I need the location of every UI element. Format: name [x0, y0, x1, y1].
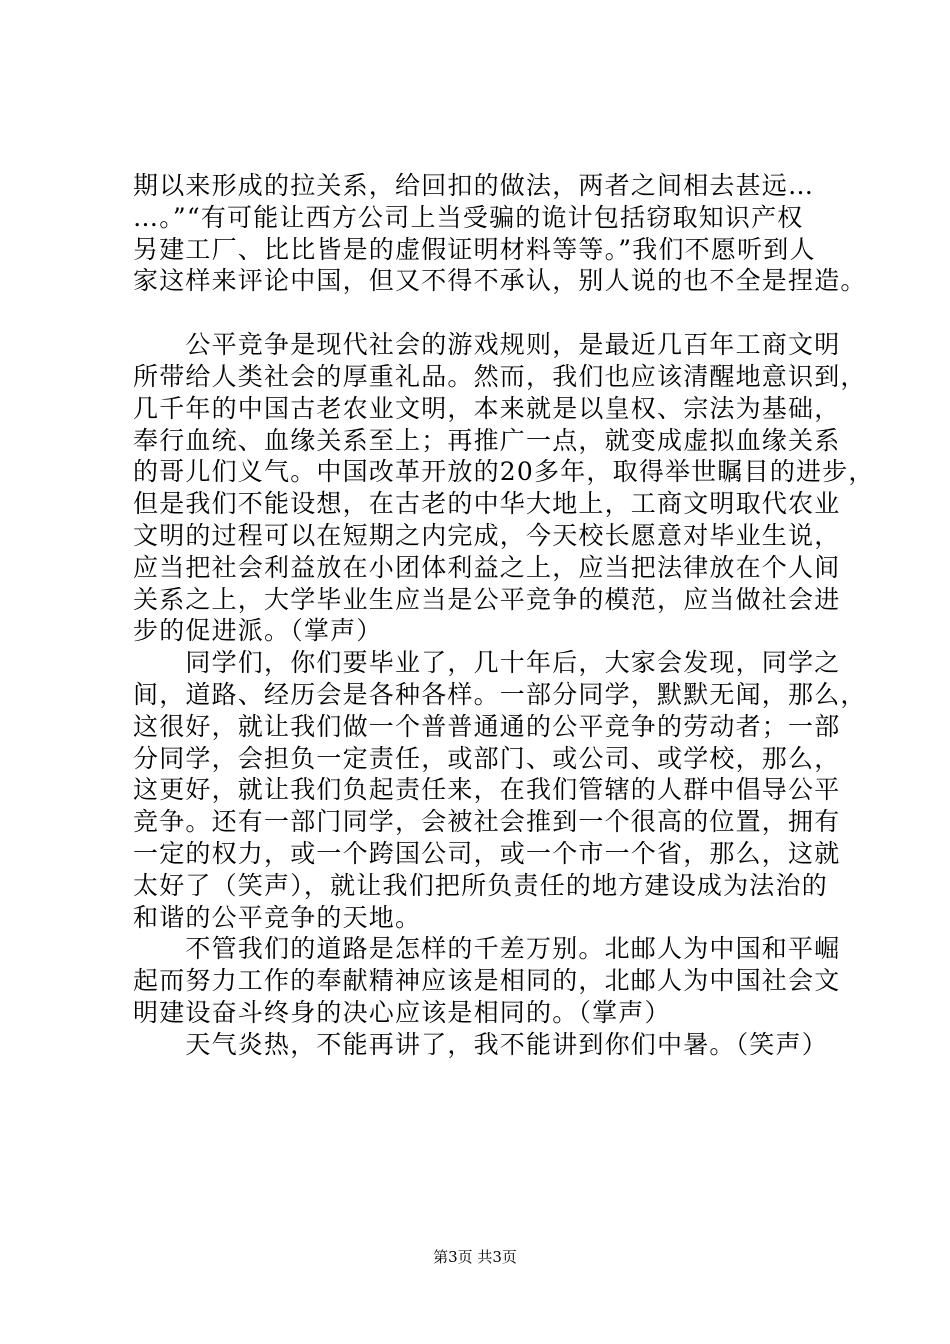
text-line: 天气炎热，不能再讲了，我不能讲到你们中暑。（笑声） — [133, 1029, 828, 1059]
text-line: 几千年的中国古老农业文明，本来就是以皇权、宗法为基础， — [133, 393, 841, 423]
text-line: 期以来形成的拉关系，给回扣的做法，两者之间相去甚远… — [133, 171, 815, 200]
text-line: 这更好，就让我们负起责任来，在我们管辖的人群中倡导公平 — [133, 775, 841, 805]
text-line: 应当把社会利益放在小团体利益之上，应当把法律放在个人间 — [133, 552, 841, 582]
page-footer — [0, 1247, 950, 1267]
text-line: 公平竞争是现代社会的游戏规则，是最近几百年工商文明 — [133, 330, 841, 360]
text-line: 和谐的公平竞争的天地。 — [133, 902, 422, 932]
text-line: 间，道路、经历会是各种各样。一部分同学，默默无闻，那么， — [133, 679, 867, 709]
paragraph — [133, 933, 853, 1028]
paragraph — [133, 1029, 853, 1061]
paragraph — [133, 170, 867, 297]
text-line: 明建设奋斗终身的决心应该是相同的。（掌声） — [133, 997, 671, 1027]
text-line: 奉行血统、血缘关系至上；再推广一点，就变成虚拟血缘关系 — [133, 425, 841, 455]
text-line: 起而努力工作的奉献精神应该是相同的，北邮人为中国社会文 — [133, 966, 841, 996]
text-line: 分同学，会担负一定责任，或部门、或公司、或学校，那么， — [133, 743, 841, 773]
text-line: 步的促进派。（掌声） — [133, 616, 383, 646]
paragraph-spacer — [133, 297, 853, 329]
text-line: 同学们，你们要毕业了，几十年后，大家会发现，同学之 — [133, 648, 841, 678]
text-line: …。”“有可能让西方公司上当受骗的诡计包括窃取知识产权 — [133, 202, 804, 232]
text-line: 关系之上，大学毕业生应当是公平竞争的模范，应当做社会进 — [133, 584, 841, 614]
text-line: 另建工厂、比比皆是的虚假证明材料等等。”我们不愿听到人 — [133, 234, 816, 264]
text-line: 文明的过程可以在短期之内完成，今天校长愿意对毕业生说， — [133, 520, 841, 550]
text-line: 但是我们不能设想，在古老的中华大地上，工商文明取代农业 — [133, 489, 841, 519]
document-body — [133, 170, 875, 1061]
text-line: 太好了（笑声），就让我们把所负责任的地方建设成为法治的 — [133, 870, 828, 900]
text-line: 竞争。还有一部门同学，会被社会推到一个很高的位置，拥有 — [133, 807, 841, 837]
paragraph — [133, 647, 867, 933]
text-line: 不管我们的道路是怎样的千差万别。北邮人为中国和平崛 — [133, 934, 841, 964]
paragraph — [133, 329, 875, 647]
text-line: 的哥儿们义气。中国改革开放的20多年，取得举世瞩目的进步， — [133, 457, 875, 487]
text-line: 家这样来评论中国，但又不得不承认，别人说的也不全是捏造。 — [133, 266, 867, 296]
text-line: 所带给人类社会的厚重礼品。然而，我们也应该清醒地意识到， — [133, 361, 867, 391]
page-number: 第3页 共3页 — [433, 1248, 517, 1266]
text-line: 这很好，就让我们做一个普普通通的公平竞争的劳动者；一部 — [133, 711, 841, 741]
text-line: 一定的权力，或一个跨国公司，或一个市一个省，那么，这就 — [133, 838, 841, 868]
